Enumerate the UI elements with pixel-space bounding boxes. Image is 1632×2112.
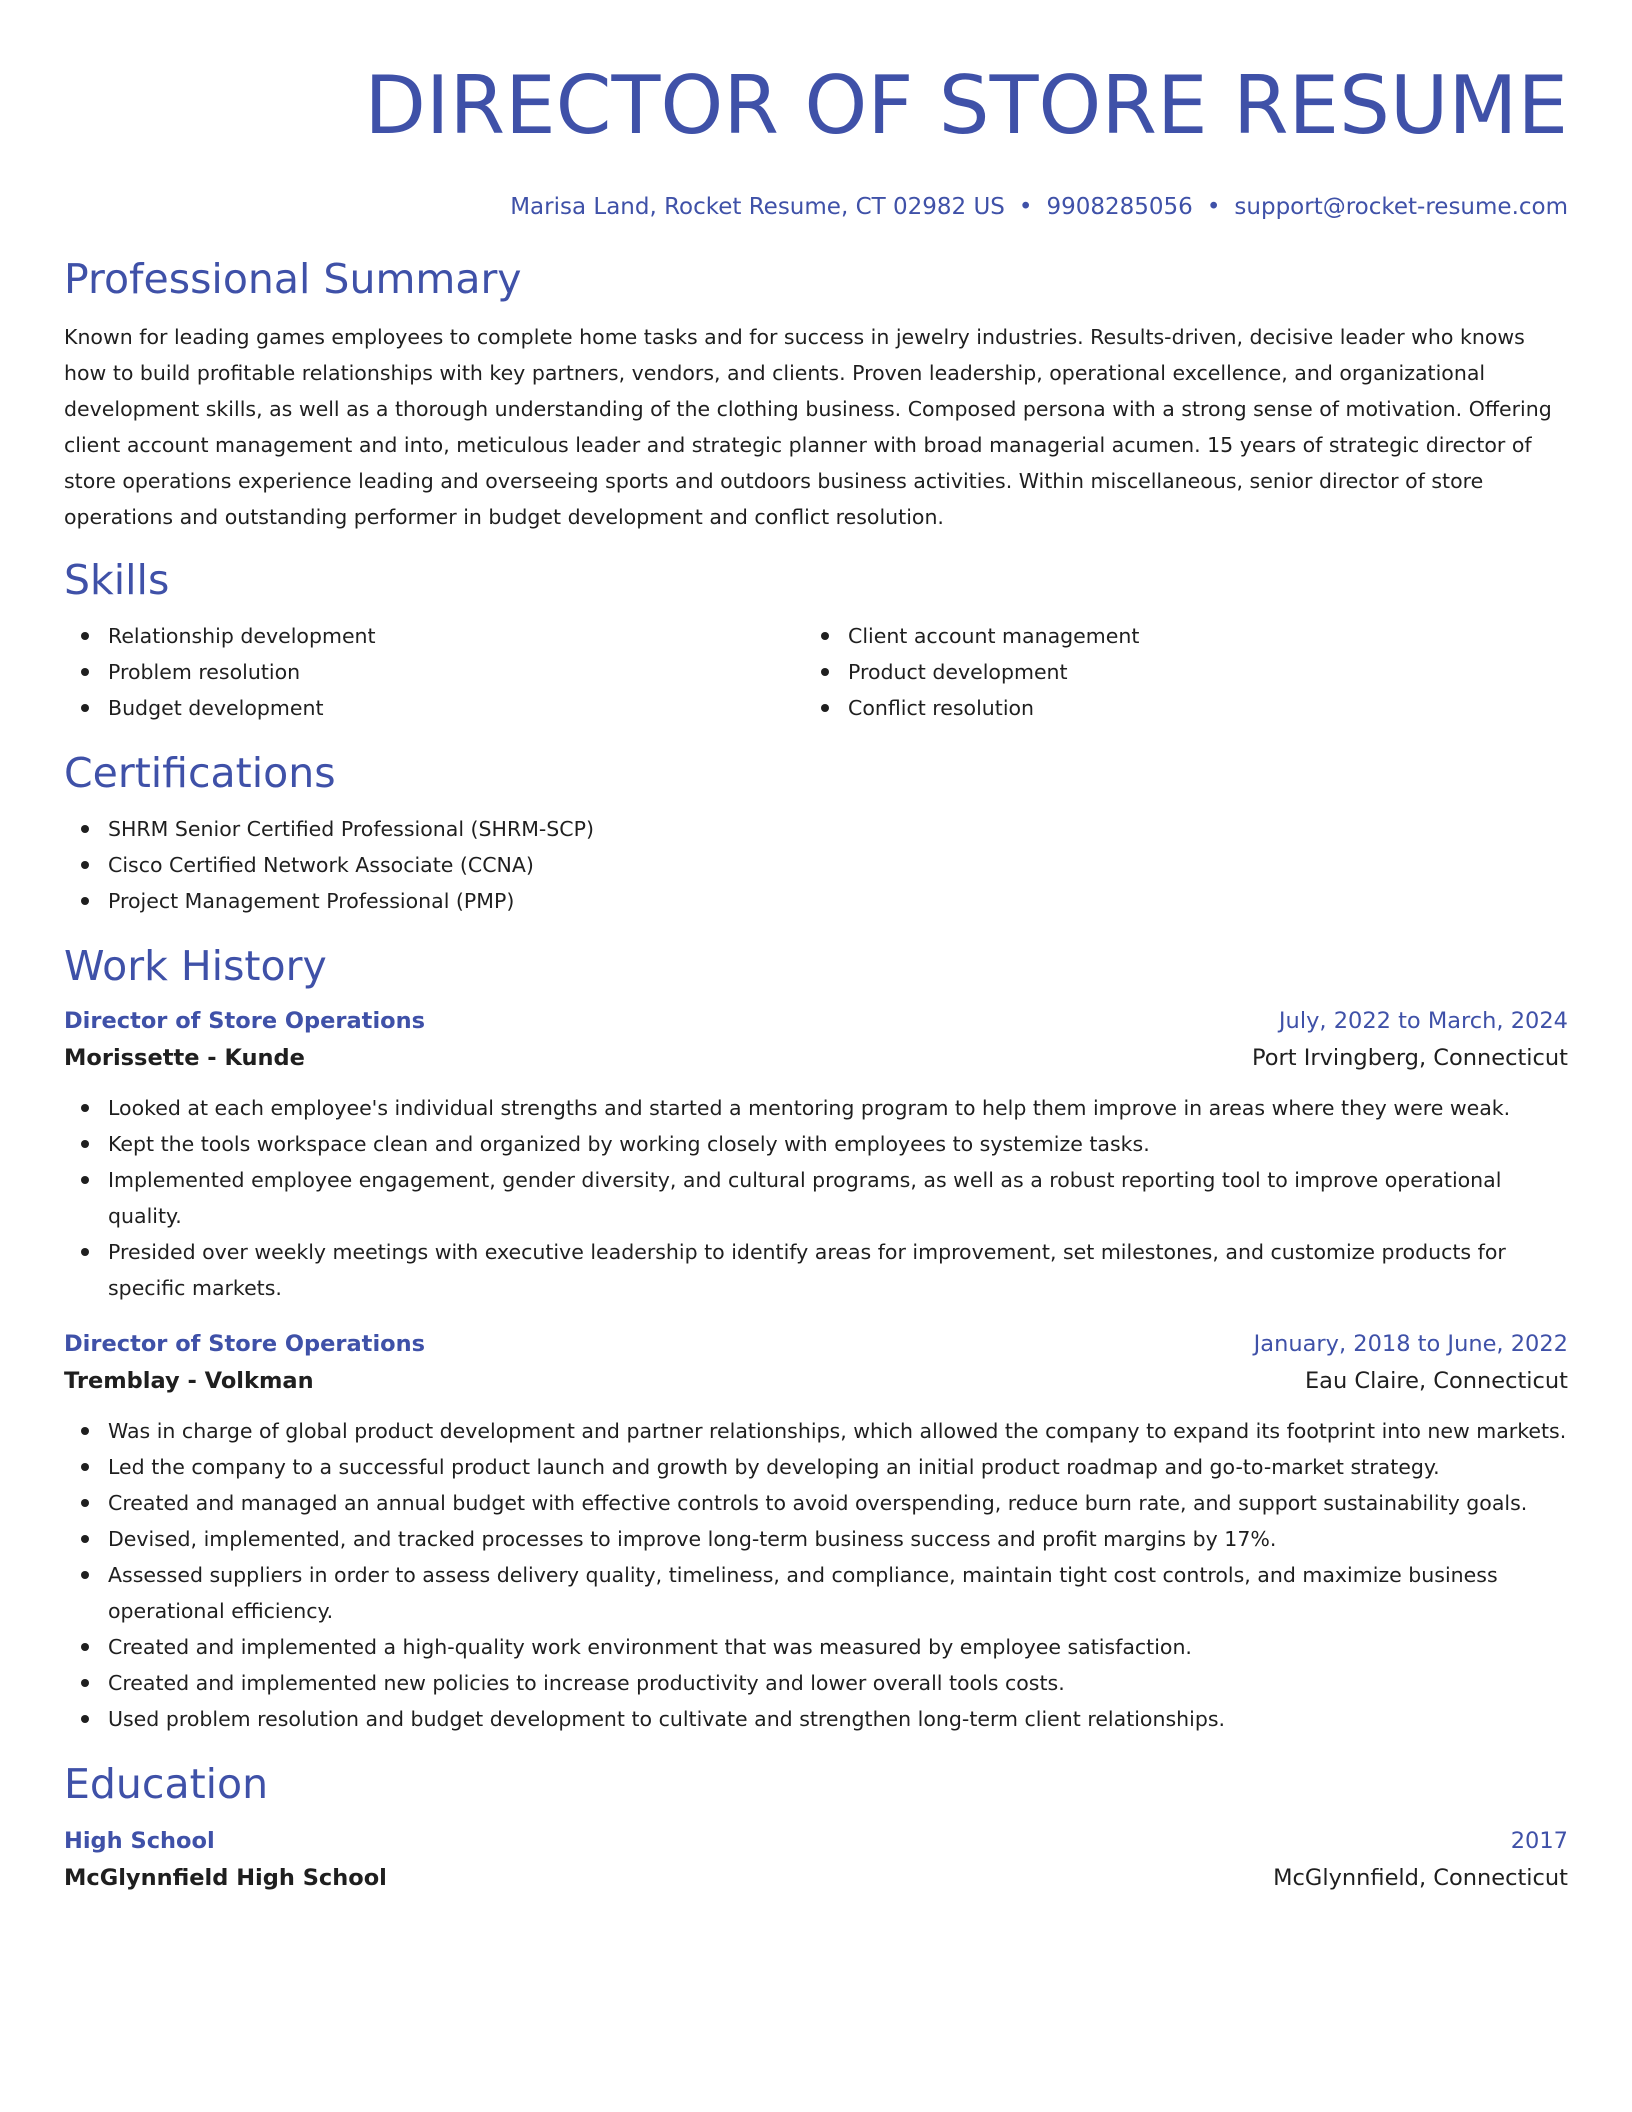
education-header: [64, 1823, 1568, 1859]
education-heading: Education: [64, 1760, 269, 1808]
skills-heading: Skills: [64, 556, 170, 604]
job-bullet: Kept the tools workspace clean and organized by working closely with employees to systemize tasks.: [64, 1126, 1568, 1162]
resume-title: DIRECTOR OF STORE RESUME: [364, 59, 1568, 152]
certifications-heading: Certifications: [64, 749, 336, 797]
summary-heading: Professional Summary: [64, 255, 522, 303]
certifications-list: [64, 811, 1568, 919]
skills-list: [64, 618, 1568, 726]
education-location: McGlynnfield, Connecticut: [1273, 1865, 1568, 1891]
job-bullet: Created and implemented a high-quality work environment that was measured by employee satisfaction.: [64, 1629, 1568, 1665]
skill-item: Problem resolution: [64, 654, 804, 690]
job-title: Director of Store Operations: [64, 1008, 426, 1034]
job-location: Eau Claire, Connecticut: [1304, 1368, 1568, 1394]
job-bullets: [64, 1413, 1568, 1737]
education-degree: High School: [64, 1828, 215, 1854]
job-dates: July, 2022 to March, 2024: [1278, 1008, 1568, 1034]
job-subheader: [64, 1362, 1568, 1400]
job-dates: January, 2018 to June, 2022: [1253, 1331, 1568, 1357]
education-school: McGlynnfield High School: [64, 1865, 387, 1891]
skill-item: Client account management: [804, 618, 1544, 654]
job-company: Tremblay - Volkman: [64, 1368, 314, 1394]
skills-column-right: [804, 618, 1544, 726]
job-bullet: Created and implemented new policies to increase productivity and lower overall tools costs.: [64, 1665, 1568, 1701]
summary-text: Known for leading games employees to complete home tasks and for success in jewelry industries. Results-driven, decisive leader who knows how to build profitable relationships with key partners, vendors, and clients. Proven leadership, operational excellence, and organizational development skills, as well as a thorough understanding of the clothing business. Composed persona with a strong sense of motivation. Offering client account management and into, meticulous leader and strategic planner with broad managerial acumen. 15 years of strategic director of store operations experience leading and overseeing sports and outdoors business activities. Within miscellaneous, senior director of store operations and outstanding performer in budget development and conflict resolution.: [64, 325, 1552, 529]
skills-column-left: [64, 618, 804, 726]
job-bullet: Used problem resolution and budget development to cultivate and strengthen long-term client relationships.: [64, 1701, 1568, 1737]
contact-phone: 9908285056: [1046, 194, 1193, 220]
job-subheader: [64, 1039, 1568, 1077]
job-header: [64, 1326, 1568, 1362]
education-entry: [64, 1823, 1568, 1897]
job-bullet: Devised, implemented, and tracked processes to improve long-term business success and profit margins by 17%.: [64, 1521, 1568, 1557]
job-bullet: Assessed suppliers in order to assess delivery quality, timeliness, and compliance, maintain tight cost controls, and maximize business operational efficiency.: [64, 1557, 1568, 1629]
contact-email[interactable]: support@rocket-resume.com: [1234, 194, 1568, 220]
job-entry: [64, 1326, 1568, 1737]
work-history-heading: Work History: [64, 942, 327, 990]
education-subheader: [64, 1859, 1568, 1897]
education-year: 2017: [1510, 1828, 1568, 1854]
job-entry: [64, 1003, 1568, 1306]
skill-item: Budget development: [64, 690, 804, 726]
job-bullet: Presided over weekly meetings with executive leadership to identify areas for improvement, set milestones, and customize products for specific markets.: [64, 1234, 1568, 1306]
skill-item: Relationship development: [64, 618, 804, 654]
job-bullet: Looked at each employee's individual strengths and started a mentoring program to help them improve in areas where they were weak.: [64, 1090, 1568, 1126]
skill-item: Product development: [804, 654, 1544, 690]
certification-item: SHRM Senior Certified Professional (SHRM-SCP): [64, 811, 1568, 847]
contact-address: Marisa Land, Rocket Resume, CT 02982 US: [510, 194, 1005, 220]
job-company: Morissette - Kunde: [64, 1045, 305, 1071]
job-bullet: Led the company to a successful product launch and growth by developing an initial product roadmap and go-to-market strategy.: [64, 1449, 1568, 1485]
job-bullet: Implemented employee engagement, gender diversity, and cultural programs, as well as a robust reporting tool to improve operational quality.: [64, 1162, 1568, 1234]
job-bullet: Created and managed an annual budget with effective controls to avoid overspending, reduce burn rate, and support sustainability goals.: [64, 1485, 1568, 1521]
contact-separator: •: [1206, 194, 1221, 220]
skill-item: Conflict resolution: [804, 690, 1544, 726]
contact-separator: •: [1018, 194, 1033, 220]
job-location: Port Irvingberg, Connecticut: [1251, 1045, 1568, 1071]
contact-line: [64, 192, 1568, 222]
job-title: Director of Store Operations: [64, 1331, 426, 1357]
job-bullet: Was in charge of global product development and partner relationships, which allowed the company to expand its footprint into new markets.: [64, 1413, 1568, 1449]
certification-item: Cisco Certified Network Associate (CCNA): [64, 847, 1568, 883]
job-header: [64, 1003, 1568, 1039]
job-bullets: [64, 1090, 1568, 1306]
certification-item: Project Management Professional (PMP): [64, 883, 1568, 919]
